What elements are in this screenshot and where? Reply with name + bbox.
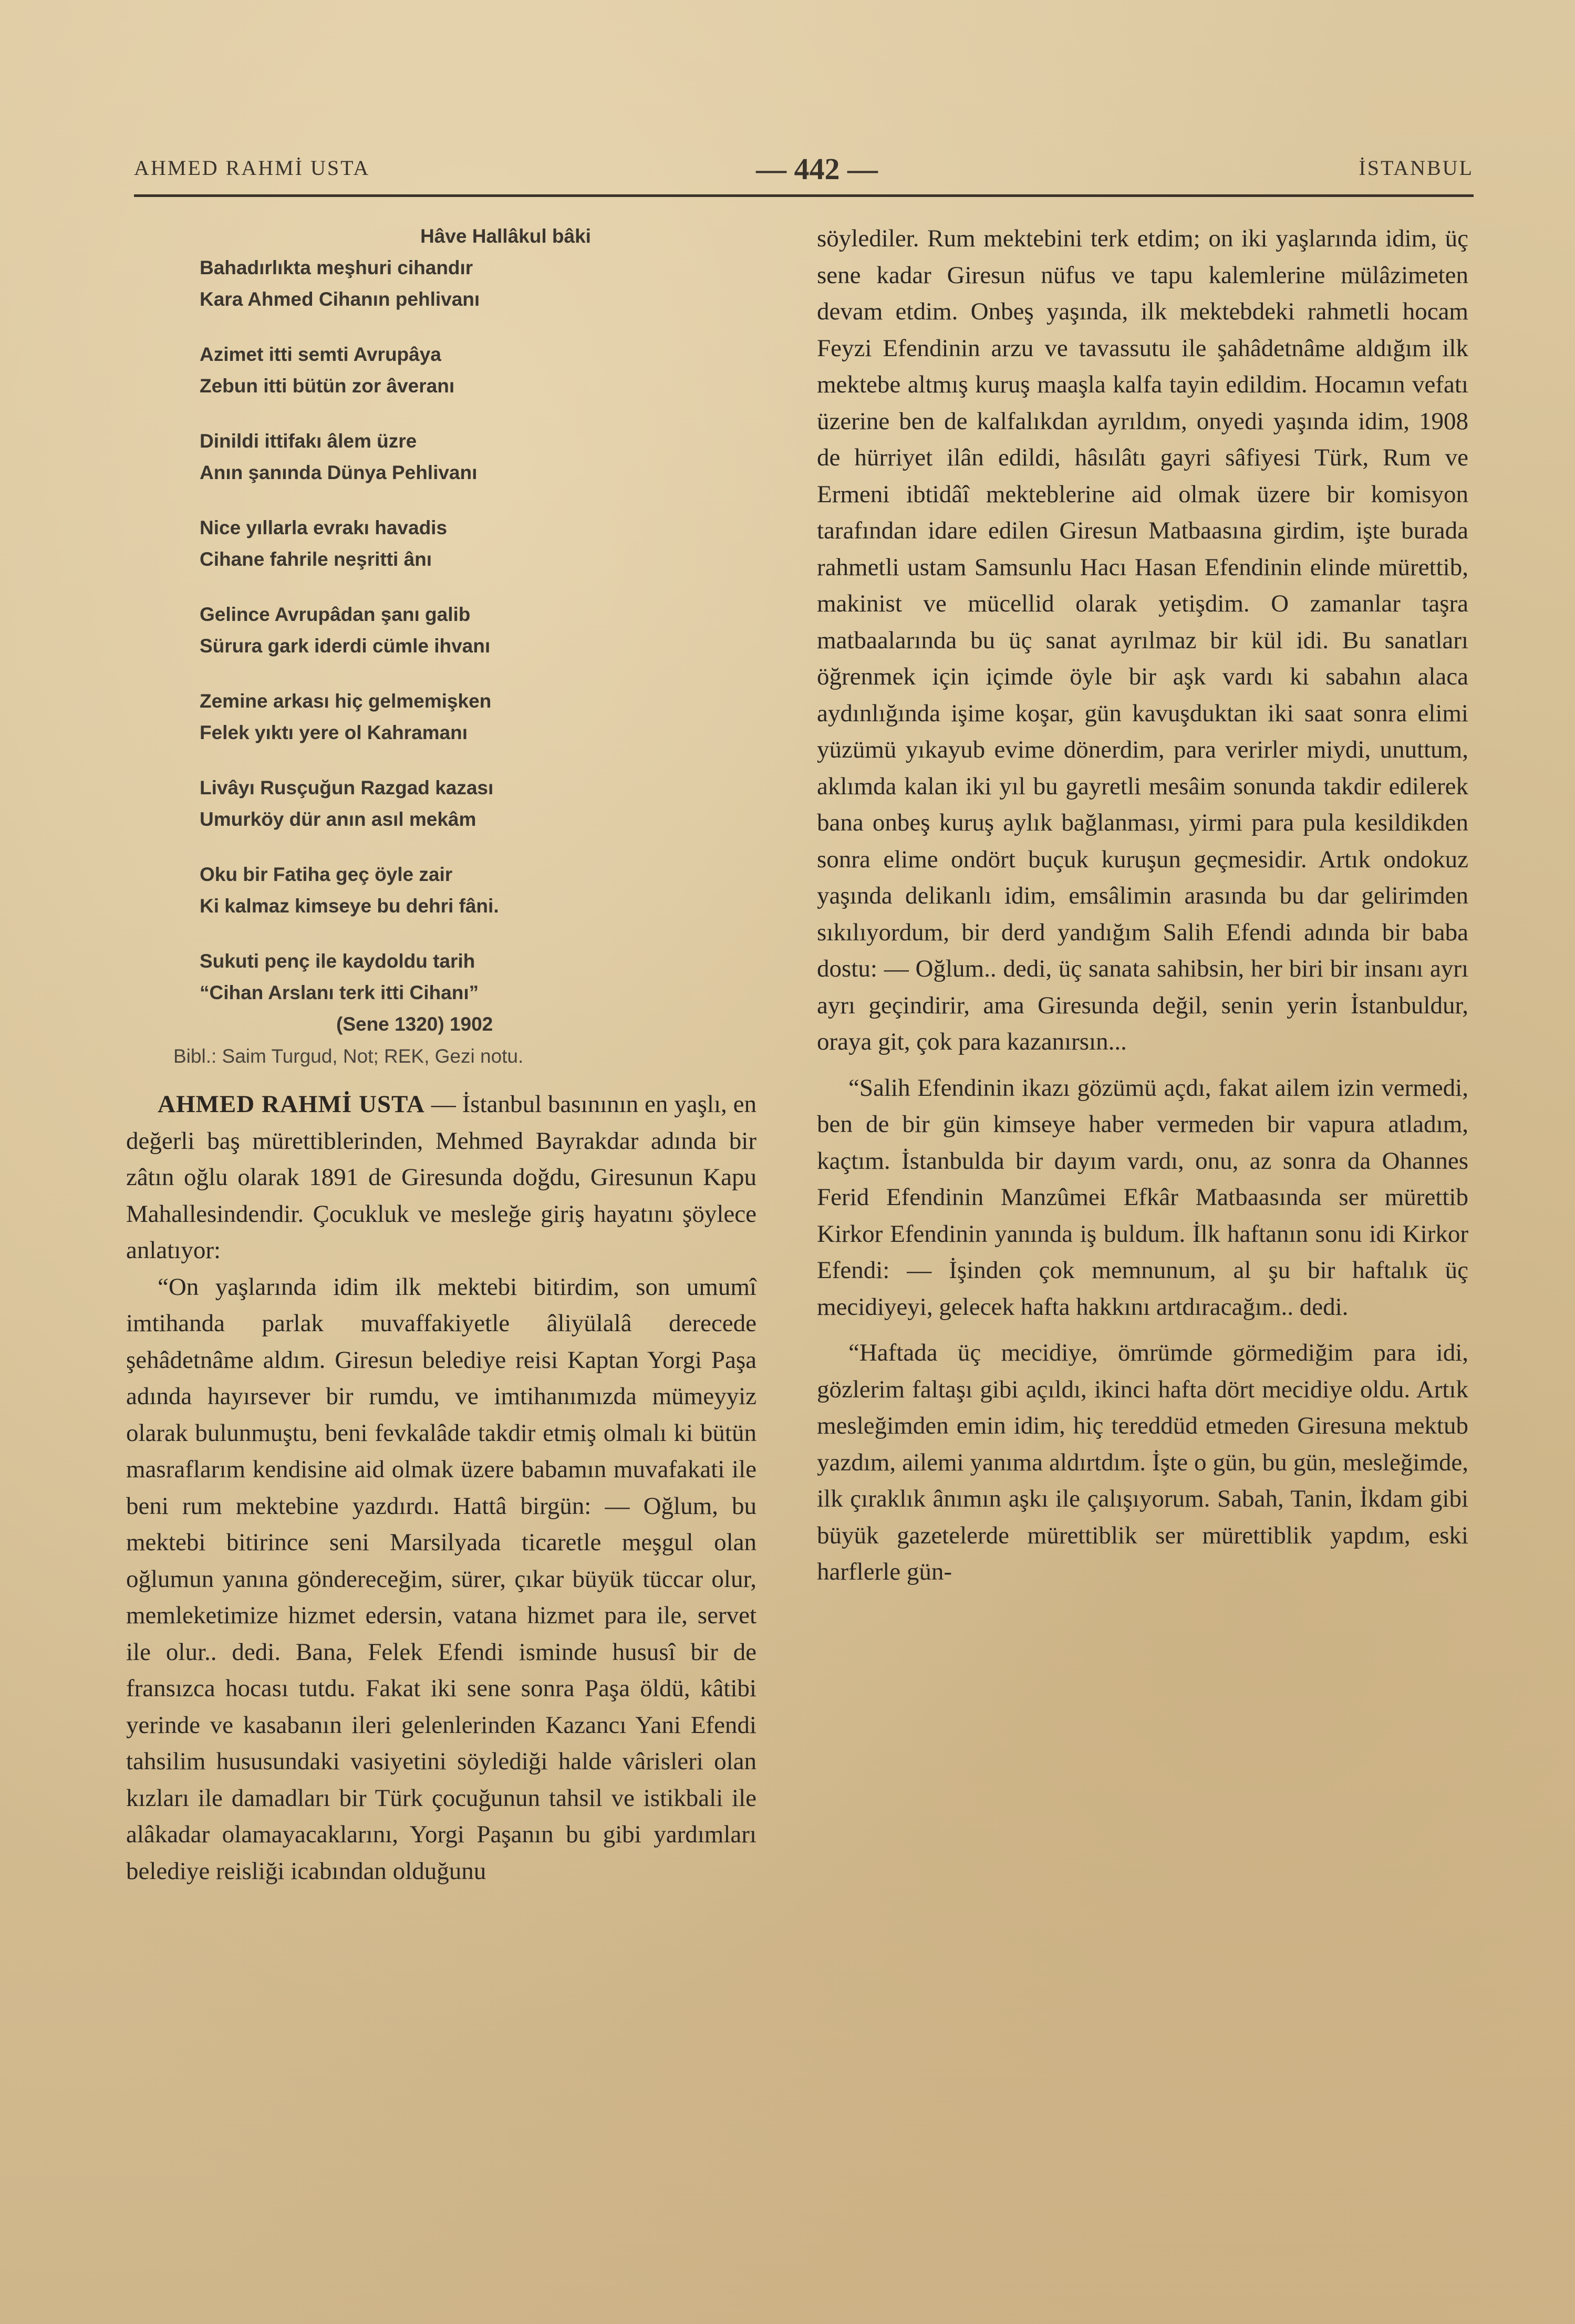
- poem-line: Hâve Hallâkul bâki: [420, 225, 591, 247]
- poem-stanza: [200, 686, 757, 749]
- poem-line: Oku bir Fatiha geç öyle zair: [200, 864, 453, 885]
- page-number: — 442 —: [756, 152, 878, 186]
- poem-line: Kara Ahmed Cihanın pehlivanı: [200, 288, 480, 310]
- left-column: [126, 221, 757, 1890]
- running-head-right: İSTANBUL: [1359, 156, 1474, 180]
- poem-line: Dinildi ittifakı âlem üzre: [200, 430, 417, 452]
- left-prose: [126, 1086, 757, 1890]
- poem-line: “Cihan Arslanı terk itti Cihanı”: [200, 982, 479, 1003]
- bibliography: Bibl.: Saim Turgud, Not; REK, Gezi notu.: [173, 1045, 524, 1067]
- poem-line: Sukuti penç ile kaydoldu tarih: [200, 950, 475, 972]
- poem-stanza: [200, 512, 757, 575]
- header-rule: [134, 194, 1474, 197]
- poem-date: (Sene 1320) 1902: [336, 1013, 493, 1035]
- poem-line: Ki kalmaz kimseye bu dehri fâni.: [200, 895, 499, 917]
- poem-stanza: [200, 339, 757, 402]
- paragraph: “Salih Efendinin ikazı gözümü açdı, fakat ailem izin vermedi, ben de bir gün kimseye haber vermeden bir vapura atladım, kaçtım. İstanbulda bir dayım vardı, onu, az sonra da Ohannes Ferid Efendinin Manzûmei Efkâr Matbaasında ser mürettib Kirkor Efendinin yanında iş buldum. İlk haftanın sonu idi Kirkor Efendi: — İşinden çok memnunum, al şu bir haftalık üç mecidiyeyi, gelecek hafta hakkını artdıracağım.. dedi.: [817, 1074, 1468, 1321]
- poem-stanza: [200, 221, 757, 315]
- entry-intro-text: — İstanbul basınının en yaşlı, en değerli baş mürettiblerinden, Mehmed Bayrakdar adında bir zâtın oğlu olarak 1891 de Giresunda doğdu, Giresunun Kapu Mahallesindendir. Çocukluk ve mesleğe giriş hayatını şöylece anlatıyor:: [126, 1091, 757, 1264]
- page-header: [134, 152, 1474, 189]
- poem-line: Nice yıllarla evrakı havadis: [200, 517, 448, 538]
- poem-line: Sürura gark iderdi cümle ihvanı: [200, 635, 491, 657]
- poem-line: Anın şanında Dünya Pehlivanı: [200, 462, 478, 483]
- poem-line: Gelince Avrupâdan şanı galib: [200, 604, 471, 625]
- right-column: [817, 221, 1468, 1591]
- poem-line: Zebun itti bütün zor âveranı: [200, 375, 455, 397]
- entry-heading: AHMED RAHMİ USTA: [158, 1091, 425, 1118]
- paragraph: söylediler. Rum mektebini terk etdim; on iki yaşlarında idim, üç sene kadar Giresun nüfus ve tapu kalemlerine mülâzimeten devam etdim. Onbeş yaşında, ilk mektebdeki rahmetli hocam Feyzi Efendinin arzu ve tavassutu ile şahâdetnâme aldığım ilk mektebe altmış kuruş maaşla kalfa tayin edildim. Hocamın vefatı üzerine ben de kalfalıkdan ayrıldım, onyedi yaşında idim, 1908 de hürriyet ilân edildi, hâsılâtı gayri sâfiyesi Türk, Rum ve Ermeni ibtidâî mekteblerine aid olmak üzere bir komisyon tarafından idare edilen Giresun Matbaasına girdim, işte burada rahmetli ustam Samsunlu Hacı Hasan Efendinin elinde mürettib, makinist ve mücellid olarak yetişdim. O zamanlar taşra matbaalarında bu üç sanat ayrılmaz bir kül idi. Bu sanatları öğrenmek için içimde öyle bir aşk vardı ki sabahın alaca aydınlığında işime koşar, gün kavuşduktan iki saat sonra elimi yüzümü yıkayub evime dönerdim, para verirler miydi, unuttum, aklımda kalan iki yıl bu gayretli mesâim sonunda takdir edilerek bana onbeş kuruş aylık bağlanması, yirmi para pula kesildikden sonra elime ondört buçuk kuruşun geçmesidir. Artık ondokuz yaşında delikanlı idim, emsâlimin arasında bu dar gelirimden sıkılıyordum, bir derd yandığım Salih Efendi adında bir baba dostu: — Oğlum.. dedi, üç sanata sahibsin, her biri bir insanı ayrı ayrı geçindirir, ama Giresunda değil, senin yerin İstanbuldur, oraya git, çok para kazanırsın...: [817, 225, 1468, 1055]
- poem-stanza: [200, 946, 757, 1040]
- poem-stanza: [200, 426, 757, 489]
- poem-line: Cihane fahrile neşritti ânı: [200, 548, 432, 570]
- poem-stanza: [200, 599, 757, 662]
- poem-line: Livâyı Rusçuğun Razgad kazası: [200, 777, 494, 798]
- poem-line: Felek yıktı yere ol Kahramanı: [200, 722, 468, 743]
- poem: [200, 221, 757, 1040]
- paragraph: “Haftada üç mecidiye, ömrümde görmediğim para idi, gözlerim faltaşı gibi açıldı, ikinci hafta dört mecidiye oldu. Artık mesleğimden emin idim, hiç tereddüd etmeden Giresuna mektub yazdım, ailemi yanıma aldırtdım. İşte o gün, bu gün, mesleğimde, ilk çıraklık ânımın aşkı ile çalışıyorum. Sabah, Tanin, İkdam gibi büyük gazetelerde mürettiblik ser mürettiblik yapdım, eski harflerle gün-: [817, 1339, 1468, 1585]
- paragraph: “On yaşlarında idim ilk mektebi bitirdim, son umumî imtihanda parlak muvaffakiyetle âliyülalâ derecede şehâdetnâme aldım. Giresun belediye reisi Kaptan Yorgi Paşa adında hayırsever bir rumdu, ve imtihanımızda mümeyyiz olarak bulunmuştu, beni fevkalâde takdir etmiş olmalı ki bütün masraflarım kendisine aid olmak üzere babamın muvafakati ile beni rum mektebine yazdırdı. Hattâ birgün: — Oğlum, bu mektebi bitirince seni Marsilyada ticaretle meşgul olan oğlumun yanına göndereceğim, sürer, çıkar büyük tüccar olur, memleketimize hizmet edersin, vatana hizmet para ile, servet ile olur.. dedi. Bana, Felek Efendi isminde hususî bir de fransızca hocası tutdu. Fakat iki sene sonra Paşa öldü, kâtibi yerinde ve kasabanın ileri gelenlerinden Kazancı Yani Efendi tahsilim hususundaki vasiyetini söylediği halde vârisleri olan kızları ile damadları bir Türk çocuğunun tahsil ve istikbali ile alâkadar olamayacaklarını, Yorgi Paşanın bu gibi yardımları belediye reisliği icabından olduğunu: [126, 1273, 757, 1885]
- entry-intro: [126, 1086, 757, 1269]
- poem-stanza: [200, 859, 757, 922]
- running-head-left: AHMED RAHMİ USTA: [134, 156, 370, 180]
- poem-stanza: [200, 772, 757, 835]
- poem-line: Bahadırlıkta meşhuri cihandır: [200, 257, 473, 278]
- poem-line: Azimet itti semti Avrupâya: [200, 344, 441, 365]
- poem-line: Zemine arkası hiç gelmemişken: [200, 690, 492, 712]
- poem-line: Umurköy dür anın asıl mekâm: [200, 808, 476, 830]
